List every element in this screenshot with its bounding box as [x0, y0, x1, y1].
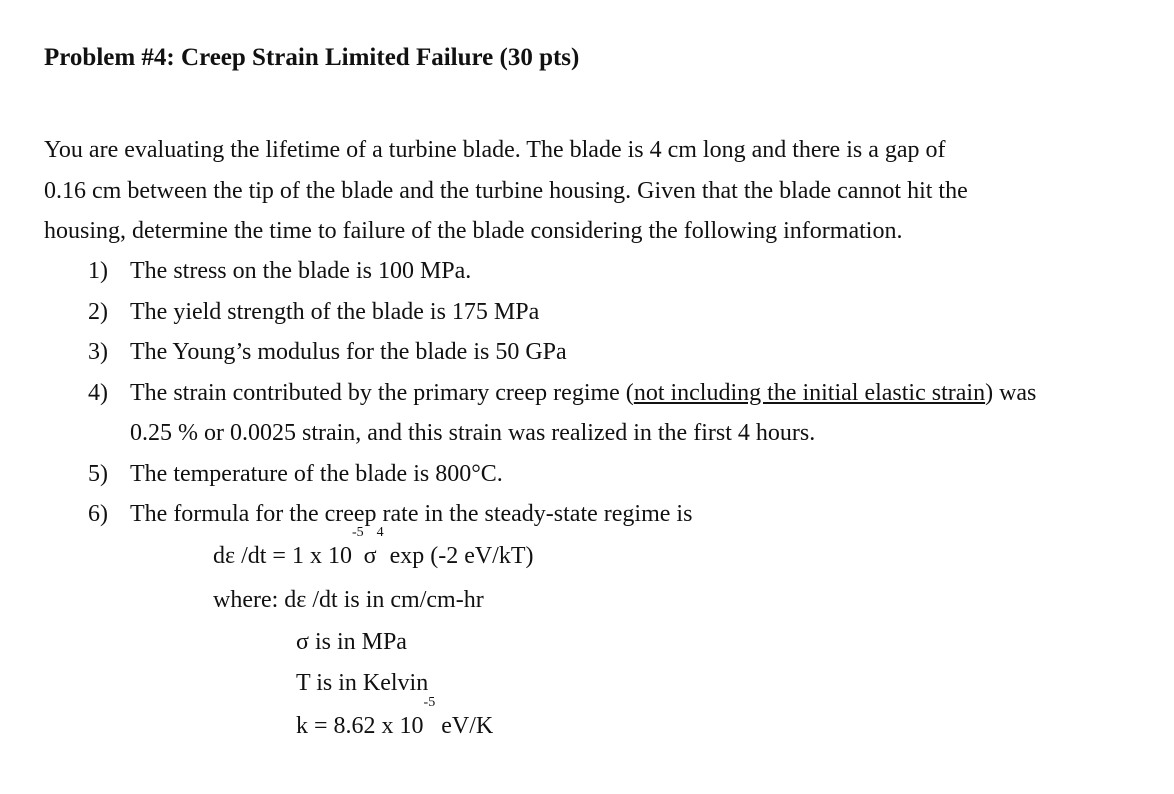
item-number: 3) — [88, 339, 108, 365]
list-item — [88, 332, 1148, 373]
item-number: 6) — [88, 501, 108, 527]
item-number: 2) — [88, 298, 108, 325]
item-text: The strain contributed by the primary creep regime (not including the initial elastic strain) was — [130, 379, 1037, 406]
intro-line-1: You are evaluating the lifetime of a turbine blade. The blade is 4 cm long and there is a gap of — [44, 137, 946, 163]
item-text: The Young’s modulus for the blade is 50 GPa — [130, 339, 567, 365]
item-text: The formula for the creep rate in the steady-state regime is — [130, 501, 693, 527]
underlined-note: not including the initial elastic strain — [633, 379, 986, 406]
list-item — [88, 494, 1148, 535]
boltzmann-constant-line: k = 8.62 x $10^{-5}$ eV/K — [296, 695, 494, 739]
list-item — [88, 292, 1148, 333]
creep-rate-formula: dε /dt = 1 x $10^{-5}\sigma^4$ exp (-2 eV/kT) — [213, 525, 534, 569]
list-item — [88, 454, 1148, 495]
item-number: 1) — [88, 258, 108, 284]
formula-where-line: where: dε /dt is in cm/cm-hr — [213, 587, 484, 613]
intro-line-2: 0.16 cm between the tip of the blade and the turbine housing. Given that the blade cannot hit the — [44, 177, 968, 204]
item-text: The stress on the blade is 100 MPa. — [130, 258, 472, 284]
problem-title: Problem #4: Creep Strain Limited Failure (30 pts) — [44, 44, 580, 71]
intro-line-3: housing, determine the time to failure of the blade considering the following information. — [44, 218, 903, 244]
given-information-list — [88, 251, 1148, 535]
list-item — [88, 373, 1148, 454]
problem-intro — [44, 130, 1134, 252]
item-number: 5) — [88, 460, 108, 487]
sigma-unit-line: σ is in MPa — [296, 629, 407, 655]
list-item — [88, 251, 1148, 292]
item-text: The yield strength of the blade is 175 MPa — [130, 298, 540, 325]
item-text-continued: 0.25 % or 0.0025 strain, and this strain was realized in the first 4 hours. — [130, 420, 816, 446]
item-text: The temperature of the blade is 800°C. — [130, 460, 503, 487]
temperature-unit-line: T is in Kelvin — [296, 670, 429, 696]
item-number: 4) — [88, 379, 108, 406]
